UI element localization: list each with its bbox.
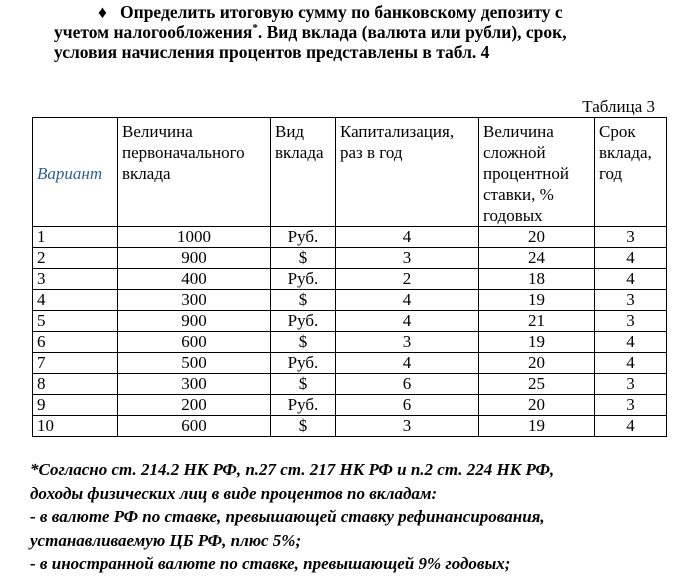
footnote-line-1: *Согласно ст. 214.2 НК РФ, п.27 ст. 217 НК РФ и п.2 ст. 224 НК РФ, <box>30 460 555 479</box>
cell-variant: 9 <box>33 395 118 416</box>
cell-type: $ <box>271 416 336 437</box>
cell-term: 3 <box>595 290 667 311</box>
cell-variant: 4 <box>33 290 118 311</box>
cell-type: Руб. <box>271 269 336 290</box>
cell-variant: 7 <box>33 353 118 374</box>
cell-variant: 1 <box>33 227 118 248</box>
cell-variant: 6 <box>33 332 118 353</box>
cell-variant: 5 <box>33 311 118 332</box>
cell-variant: 10 <box>33 416 118 437</box>
cell-type: Руб. <box>271 227 336 248</box>
cell-term: 4 <box>595 332 667 353</box>
cell-term: 3 <box>595 227 667 248</box>
table-caption: Таблица 3 <box>582 97 655 116</box>
cell-capitalization: 3 <box>336 248 479 269</box>
cell-type: Руб. <box>271 311 336 332</box>
heading-text-2a: учетом налогообложения <box>54 22 253 42</box>
heading-line-2 <box>30 22 680 42</box>
heading-text-2b: . Вид вклада (валюта или рубли), срок, <box>257 22 567 42</box>
cell-amount: 500 <box>118 353 271 374</box>
table-row <box>33 269 667 290</box>
cell-term: 3 <box>595 395 667 416</box>
heading-line-3: условия начисления процентов представлены в табл. 4 <box>54 42 490 62</box>
header-rate: Величина сложной процентной ставки, % годовых <box>479 118 595 227</box>
header-initial-deposit: Величина первоначального вклада <box>118 118 271 227</box>
tax-footnote <box>30 458 680 576</box>
cell-term: 4 <box>595 416 667 437</box>
cell-type: Руб. <box>271 395 336 416</box>
header-term: Срок вклада, год <box>595 118 667 227</box>
cell-capitalization: 3 <box>336 416 479 437</box>
cell-type: Руб. <box>271 353 336 374</box>
deposit-table <box>32 117 667 437</box>
header-capitalization: Капитализация, раз в год <box>336 118 479 227</box>
table-row <box>33 227 667 248</box>
cell-capitalization: 4 <box>336 311 479 332</box>
cell-term: 4 <box>595 353 667 374</box>
cell-capitalization: 3 <box>336 332 479 353</box>
cell-variant: 8 <box>33 374 118 395</box>
cell-rate: 19 <box>479 416 595 437</box>
cell-amount: 600 <box>118 332 271 353</box>
cell-amount: 400 <box>118 269 271 290</box>
cell-capitalization: 4 <box>336 353 479 374</box>
table-row <box>33 374 667 395</box>
cell-type: $ <box>271 290 336 311</box>
table-row <box>33 290 667 311</box>
cell-type: $ <box>271 332 336 353</box>
cell-rate: 21 <box>479 311 595 332</box>
cell-type: $ <box>271 374 336 395</box>
table-row <box>33 353 667 374</box>
cell-type: $ <box>271 248 336 269</box>
cell-amount: 200 <box>118 395 271 416</box>
footnote-line-3: - в валюте РФ по ставке, превышающей ставку рефинансирования, <box>30 507 545 526</box>
cell-rate: 24 <box>479 248 595 269</box>
cell-amount: 600 <box>118 416 271 437</box>
table-row <box>33 332 667 353</box>
cell-rate: 18 <box>479 269 595 290</box>
cell-rate: 20 <box>479 353 595 374</box>
cell-amount: 300 <box>118 290 271 311</box>
footnote-mark: * <box>252 22 258 35</box>
table-row <box>33 416 667 437</box>
cell-variant: 3 <box>33 269 118 290</box>
cell-rate: 19 <box>479 332 595 353</box>
cell-term: 3 <box>595 311 667 332</box>
diamond-bullet-icon: ♦ <box>98 2 107 22</box>
table-row <box>33 248 667 269</box>
table-row <box>33 311 667 332</box>
footnote-line-5: - в иностранной валюте по ставке, превышающей 9% годовых; <box>30 554 511 573</box>
cell-variant: 2 <box>33 248 118 269</box>
task-heading <box>30 2 680 62</box>
footnote-line-2: доходы физических лиц в виде процентов по вкладам: <box>30 483 438 503</box>
cell-amount: 1000 <box>118 227 271 248</box>
cell-rate: 19 <box>479 290 595 311</box>
cell-capitalization: 4 <box>336 290 479 311</box>
cell-rate: 20 <box>479 395 595 416</box>
cell-amount: 900 <box>118 311 271 332</box>
cell-term: 4 <box>595 269 667 290</box>
cell-capitalization: 6 <box>336 395 479 416</box>
table-header-row <box>33 118 667 227</box>
cell-capitalization: 6 <box>336 374 479 395</box>
cell-term: 4 <box>595 248 667 269</box>
header-deposit-type: Вид вклада <box>271 118 336 227</box>
table-row <box>33 395 667 416</box>
cell-capitalization: 4 <box>336 227 479 248</box>
cell-amount: 300 <box>118 374 271 395</box>
cell-amount: 900 <box>118 248 271 269</box>
header-variant: Вариант <box>33 118 118 227</box>
footnote-line-4: устанавливаемую ЦБ РФ, плюс 5%; <box>30 530 302 550</box>
cell-rate: 20 <box>479 227 595 248</box>
cell-capitalization: 2 <box>336 269 479 290</box>
cell-rate: 25 <box>479 374 595 395</box>
heading-line-1 <box>30 2 680 22</box>
cell-term: 3 <box>595 374 667 395</box>
heading-text-1: Определить итоговую сумму по банковскому депозиту с <box>120 2 563 22</box>
